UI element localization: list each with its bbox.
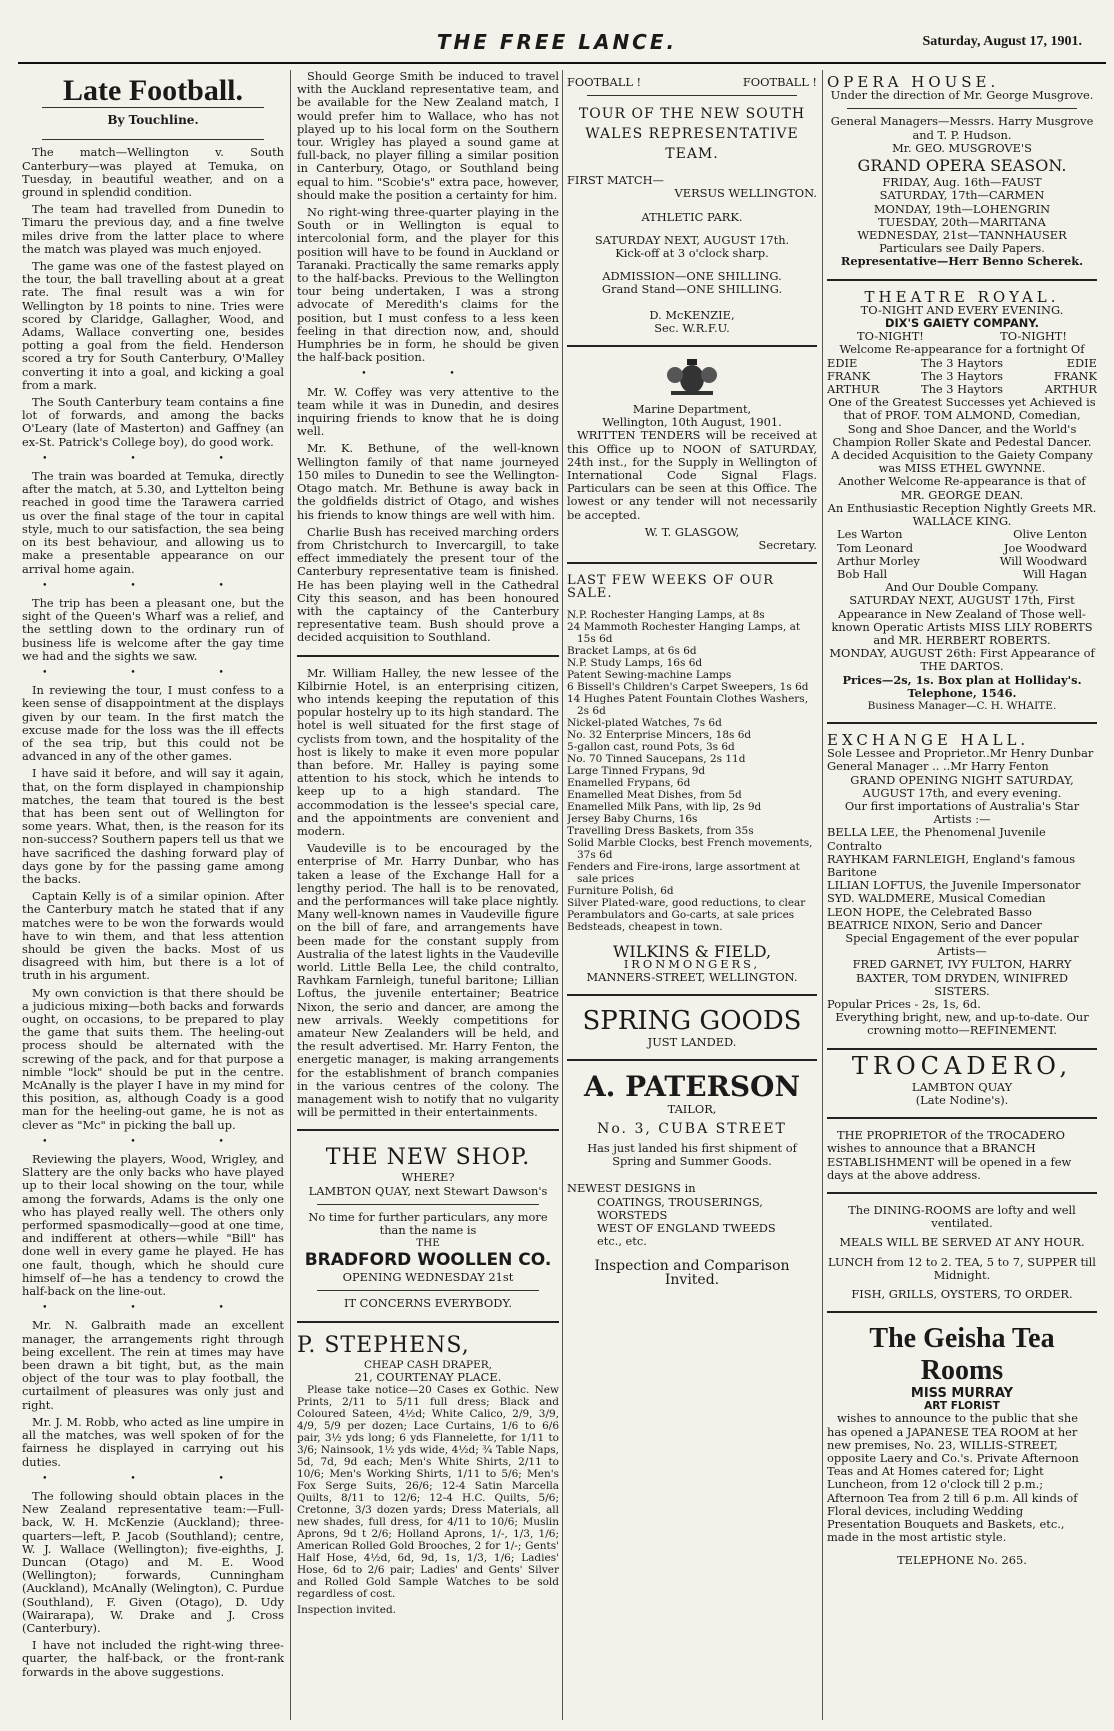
ad-line: The 3 Haytors	[920, 368, 1004, 383]
divider	[847, 108, 1077, 109]
list-item: Silver Plated-ware, good reductions, to clear	[567, 896, 806, 909]
paragraph: Should George Smith be induced to travel with the Auckland representative team, and be available for the New Zealand match, I would prefer him to Wallace, who has not played up to his local form on the Southern tour. Wrigley has played a sound game at full-back, no player filling a similar position in Canterbury, Otago, or Southland being equal to him. "Scobie's" extra pace, however, should make the position a certainty for him.	[297, 70, 559, 202]
ad-line: Popular Prices - 2s, 1s, 6d.	[827, 997, 981, 1011]
ad-line: Tom Leonard	[837, 540, 914, 555]
paragraph: The match—Wellington v. South Canterbury—was played at Temuka, on Tuesday, in beautiful weather, and on a ground in splendid condition.	[22, 145, 284, 200]
column-football	[22, 70, 284, 1720]
ad-line: Everything bright, new, and up-to-date. Our crowning motto—REFINEMENT.	[835, 1010, 1089, 1038]
ad-title: P. STEPHENS,	[297, 1332, 470, 1358]
paragraph: No right-wing three-quarter playing in the South or in Wellington is equal to intercolonial form, and the player for this position will have to be found in Auckland or Taranaki. Practically the same remarks apply to the half-backs. Previous to the Wellington tour being undertaken, I was a strong advocate of Meredith's claims for the position, but I must confess to a less keen feeling in that direction now, and, should Humphries be in form, he should be given the half-back position.	[297, 205, 559, 365]
ad-line: General Managers—Messrs. Harry Musgrove and T. P. Hudson.	[830, 114, 1094, 142]
ad-line: LILIAN LOFTUS, the Juvenile Impersonator	[827, 878, 1081, 893]
ad-football	[567, 76, 817, 335]
coat-of-arms-icon	[657, 357, 727, 397]
ad-line: Will Hagan	[1022, 566, 1087, 581]
ad-line: Arthur Morley	[837, 553, 920, 568]
ad-line: MONDAY, AUGUST 26th: First Appearance of THE DARTOS.	[829, 646, 1095, 674]
ad-line: GRAND OPENING NIGHT SATURDAY, AUGUST 17th, and every evening.	[850, 772, 1074, 800]
list-item: 14 Hughes Patent Fountain Clothes Washers, 2s 6d	[567, 692, 809, 717]
paragraph: The trip has been a pleasant one, but the sight of the Queen's Wharf was a relief, and the settling down to the ordinary run of business life is welcome after the gay time we had and the sights we saw.	[22, 595, 284, 663]
ad-line: FRANK	[827, 368, 871, 383]
ad-line: Business Manager—C. H. WHAITE.	[867, 699, 1057, 712]
paragraph: My own conviction is that there should be a judicious mixing—both backs and forwards ought, on occasions, to be prepared to play the game that suits them. The heeling-out process should be alternated with the screwing of the pack, and for that purpose a nimble "lock" should be put in the centre. McAnally is the player I have in my mind for this position, as, although Coady is a good man for the heeling-out game, he is not as clever as "Mc" in picking the ball up.	[22, 985, 284, 1132]
list-item: Nickel-plated Watches, 7s 6d	[567, 716, 722, 729]
ad-title: TROCADERO,	[851, 1051, 1073, 1080]
list-item: N.P. Rochester Hanging Lamps, at 8s	[567, 608, 765, 621]
ad-line: MISS MURRAY	[910, 1386, 1014, 1402]
ad-line: Will Woodward	[999, 553, 1087, 568]
article-heading: Late Football.	[63, 74, 243, 107]
ad-line: FRED GARNET, IVY FULTON, HARRY BAXTER, TOM DRYDEN, WINIFRED SISTERS.	[852, 957, 1072, 998]
newspaper-title: THE FREE LANCE.	[436, 30, 678, 54]
ad-line: FRANK	[1053, 368, 1097, 383]
list-item: Bracket Lamps, at 6s 6d	[567, 644, 697, 657]
ad-line: Wellington, 10th August, 1901.	[602, 415, 782, 430]
ad-line: ATHLETIC PARK.	[641, 209, 743, 224]
ad-body: wishes to announce to the public that she has opened a JAPANESE TEA ROOM at her new premises, No. 23, WILLIS-STREET, opposite Laery and Co.'s. Private Afternoon Teas and At Homes catered for; Light Luncheon, from 12 o'clock till 2 p.m.; Afternoon Tea from 2 till 6 p.m. All kinds of Floral devices, including Wedding Presentation Bouquets and Baskets, etc., made in the most artistic style.	[827, 1411, 1079, 1545]
section-stars: • •	[361, 369, 495, 380]
ad-line: Another Welcome Re-appearance is that of MR. GEORGE DEAN.	[838, 474, 1086, 502]
ad-line: Inspection and Comparison Invited.	[594, 1258, 790, 1288]
paragraph: Mr. K. Bethune, of the well-known Wellington family of that name journeyed 150 miles to Dunedin to see the Wellington-Otago match. Mr. Bethune is away back in the goldfields district of Otago, and wishes his friends to know things are well with him.	[297, 441, 559, 522]
ad-line: EDIE	[1066, 355, 1097, 370]
divider	[827, 1311, 1097, 1313]
ad-body: Please take notice—20 Cases ex Gothic. New Prints, 2/11 to 5/11 full dress; Black and Coloured Sateen, 4½d; White Calico, 2/9, 3/9, 4/9, 5/9 per dozen; Lace Curtains, 1/6 to 6/6 pair, 3½ yds long; 6 yds Flannelette, for 1/11 to 3/6; Nainsook, 1½ yds wide, 4½d; ¾ Table Naps, 5d, 7d, 9d each; Men's White Shirts, 2/11 to 10/6; Men's Working Shirts, 1/11 to 5/6; Men's Fox Serge Suits, 26/6; 12-4 Satin Marcella Quilts, 8/11 to 12/6; 12-4 H.C. Quilts, 5/6; Cretonne, 3/3 dozen yards; Dress Materials, all new shades, full dress, for 4/11 to 10/6; Muslin Aprons, 9d t 2/6; Holland Aprons, 1/-, 1/3, 1/6; American Rolled Gold Brooches, 2 for 1/-; Gents' Half Hose, 4½d, 6d, 9d, 1s, 1/3, 1/6; Ladies' Hose, 6d to 2/6 pair; Ladies' and Gents' Silver and Rolled Gold Sample Watches to be sold regardless of cost.	[297, 1383, 559, 1600]
ad-line: LAMBTON QUAY, next Stewart Dawson's	[308, 1183, 548, 1198]
divider	[297, 655, 559, 657]
ad-line: SATURDAY, 17th—CARMEN	[879, 188, 1045, 203]
ad-line: FOOTBALL !	[567, 75, 642, 89]
paragraph: The following should obtain places in the New Zealand representative team:—Full-back, W. H. McKenzie (Auckland); three-quarters—left, P. Jacob (Southland); centre, W. J. Wallace (Wellington); five-eighths, J. Duncan (Otago) and M. E. Wood (Wellington); forwards, Cunningham (Auckland), McAnally (Welington), C. Purdue (Southland), F. Given (Otago), D. Udy (Wairarapa), W. Drake and J. Cross (Canterbury).	[22, 1488, 284, 1635]
ad-line: Inspection invited.	[297, 1603, 397, 1616]
ad-name: BRADFORD WOOLLEN CO.	[304, 1250, 552, 1271]
paragraph: Mr. J. M. Robb, who acted as line umpire in all the matches, was well spoken of for the fairness he displayed in carrying out his duties.	[22, 1414, 284, 1469]
ad-line: Joe Woodward	[1003, 540, 1087, 555]
ad-line: W. T. GLASGOW,	[644, 524, 740, 539]
ad-line: BEATRICE NIXON, Serio and Dancer	[827, 917, 1042, 932]
list-item: Large Tinned Frypans, 9d	[567, 764, 706, 777]
paragraph: In reviewing the tour, I must confess to a keen sense of disappointment at the displays given by our team. In the first match the excuse made for the loss was the ill effects of the sea trip, but this could not be advanced in any of the other games.	[22, 683, 284, 764]
divider	[567, 1059, 817, 1061]
table-row	[827, 357, 1097, 370]
ad-title: SPRING GOODS	[582, 1006, 802, 1037]
ad-line: DIX'S GAIETY COMPANY.	[884, 316, 1040, 331]
paragraph: Reviewing the players, Wood, Wrigley, and Slattery are the only backs who have played up to their local showing on the tour, while among the forwards, Adams is the only one who has played really well. The others only performed spasmodically—good at one time, and indifferent at others—while "Bill" has done well in every game he played. He has one fault, though, which he should cure himself of—he has a tendency to crowd the half-back on the line-out.	[22, 1152, 284, 1299]
ad-line: Sec. W.R.F.U.	[654, 320, 730, 335]
ad-line: LAMBTON QUAY	[911, 1079, 1013, 1094]
ad-line: EDIE	[827, 355, 858, 370]
list-item: N.P. Study Lamps, 16s 6d	[567, 656, 703, 669]
ad-line: No time for further particulars, any more than the name is	[308, 1209, 548, 1238]
paragraph: Captain Kelly is of a similar opinion. After the Canterbury match he stated that if any matches were to be won the forwards would have to win them, and that less attention should be given the backs. Most of us disagreed with him, but there is a lot of truth in his argument.	[22, 889, 284, 983]
ad-line: No. 3, CUBA STREET	[597, 1120, 787, 1137]
byline: By Touchline.	[107, 113, 199, 128]
ad-line: The 3 Haytors	[920, 382, 1004, 397]
ad-line: One of the Greatest Successes yet Achieved is that of PROF. TOM ALMOND, Comedian, Song and Shoe Dancer, and the World's Champion Roller Skate and Pedestal Dancer.	[828, 395, 1096, 449]
divider	[827, 1117, 1097, 1119]
list-item: No. 70 Tinned Saucepans, 2s 11d	[567, 752, 746, 765]
ad-line: TO-NIGHT!	[857, 329, 924, 344]
ad-title: TOUR OF THE NEW SOUTH WALES REPRESENTATIVE TEAM.	[578, 106, 806, 163]
ad-title: The Geisha Tea Rooms	[869, 1323, 1055, 1387]
ad-line: 21, COURTENAY PLACE.	[354, 1369, 502, 1384]
list-item: Solid Marble Clocks, best French movements, 37s 6d	[567, 836, 813, 861]
ad-line: ARTHUR	[827, 382, 880, 397]
ad-line: And Our Double Company.	[885, 580, 1039, 595]
section-stars: • • •	[42, 1473, 264, 1484]
ad-line: The 3 Haytors	[920, 355, 1004, 370]
divider	[827, 1192, 1097, 1194]
masthead	[12, 30, 1102, 56]
ad-line: WEDNESDAY, 21st—TANNHAUSER	[857, 228, 1067, 243]
ad-line: MANNERS-STREET, WELLINGTON.	[586, 970, 798, 985]
section-stars: • • •	[42, 1136, 264, 1147]
list-item: Patent Sewing-machine Lamps	[567, 668, 732, 681]
ad-line: LUNCH from 12 to 2. TEA, 5 to 7, SUPPER till Midnight.	[828, 1254, 1096, 1282]
paragraph: Charlie Bush has received marching orders from Christchurch to Invercargill, to take effect immediately the present tour of the Canterbury representative team is finished. He has been playing well in the Cathedral City this season, and has been honoured with the captaincy of the Canterbury representative team. Bush should prove a decided acquisition to Southland.	[297, 524, 559, 645]
paragraph: Mr. William Halley, the new lessee of the Kilbirnie Hotel, is an enterprising citizen, who intends keeping the reputation of this popular hostelry up to its high standard. The hotel is well situated for the first stage of cyclists from town, and the hospitality of the host is likely to make it even more popular than before. Mr. Halley is paying some attention to his stock, which he intends to keep up to a high standard. The accommodation is the lessee's special care, and the appointments are convenient and modern.	[297, 665, 559, 838]
ad-line: A decided Acquisition to the Gaiety Company was MISS ETHEL GWYNNE.	[831, 448, 1093, 476]
ad-line: OPENING WEDNESDAY 21st	[342, 1270, 514, 1285]
ad-new-shop	[297, 1145, 559, 1310]
section-stars: • • •	[42, 453, 264, 464]
list-item: Enamelled Frypans, 6d	[567, 776, 691, 789]
ad-opera-house	[827, 73, 1097, 269]
divider	[567, 562, 817, 564]
ad-line: Representative—Herr Benno Scherek.	[840, 254, 1084, 269]
ad-line: LEON HOPE, the Celebrated Basso	[827, 904, 1032, 919]
ad-theatre-royal	[827, 287, 1097, 712]
ad-head	[567, 76, 817, 89]
ad-sale	[567, 574, 817, 932]
ad-line: Mr. GEO. MUSGROVE'S	[892, 140, 1032, 155]
ad-geisha-tea-rooms	[827, 1323, 1097, 1567]
ad-line: WORSTEDS	[597, 1207, 668, 1222]
ad-line: Marine Department,	[632, 402, 752, 417]
column-notes	[297, 70, 559, 1720]
paragraph: I have said it before, and will say it again, that, on the form displayed in championship matches, the team that toured is the best that has been sent out of Wellington for some years. What, then, is the reason for its non-success? Southern papers tell us that we have sacrificed the dashing forward play of days gone by for the passing game among the backs.	[22, 766, 284, 886]
ad-line: MEALS WILL BE SERVED AT ANY HOUR.	[839, 1235, 1085, 1250]
ad-line: ART FLORIST	[924, 1400, 1000, 1413]
ad-line: An Enthusiastic Reception Nightly Greets MR. WALLACE KING.	[827, 500, 1097, 529]
list-item: Enamelled Milk Pans, with lip, 2s 9d	[567, 800, 762, 813]
divider	[567, 345, 817, 347]
list-item: Fenders and Fire-irons, large assortment at sale prices	[567, 860, 800, 885]
ad-line: FOOTBALL !	[742, 75, 817, 89]
ad-line: Secretary.	[758, 538, 817, 553]
paragraph: Mr. W. Coffey was very attentive to the team while it was in Dunedin, and desires inquiring friends to know that he is doing well.	[297, 384, 559, 439]
ad-line: ARTHUR	[1044, 382, 1097, 397]
ad-line: VERSUS WELLINGTON.	[674, 186, 817, 201]
ad-line: Olive Lenton	[1013, 527, 1087, 542]
list-item: 6 Bissell's Children's Carpet Sweepers, 1s 6d	[567, 680, 809, 693]
list-item: 24 Mammoth Rochester Hanging Lamps, at 15s 6d	[567, 620, 801, 645]
paragraph: The train was boarded at Temuka, directly after the match, at 5.30, and Lyttelton being reached in good time the Tarawera carried us over the final stage of the tour in capital style, much to our satisfaction, the sea being on its best behaviour, and allowing us to make a presentable appearance on our arrival home again.	[22, 469, 284, 576]
table-row	[827, 555, 1097, 568]
ad-title: WILKINS & FIELD,	[612, 941, 772, 961]
ad-trocadero	[827, 1051, 1097, 1302]
column-divider	[822, 70, 823, 1720]
ad-line: GRAND OPERA SEASON.	[857, 156, 1067, 176]
ad-line: BELLA LEE, the Phenomenal Juvenile Contralto	[827, 825, 1046, 853]
ad-line: MONDAY, 19th—LOHENGRIN	[873, 201, 1051, 216]
ad-line: RAYHKAM FARNLEIGH, England's famous Baritone	[827, 851, 1076, 879]
list-item: Perambulators and Go-carts, at sale prices	[567, 908, 795, 921]
list-item: No. 32 Enterprise Mincers, 18s 6d	[567, 728, 752, 741]
divider	[827, 279, 1097, 281]
ad-line: FRIDAY, Aug. 16th—FAUST	[882, 175, 1042, 190]
ad-name: A. PATERSON	[583, 1070, 801, 1104]
ad-body: WRITTEN TENDERS will be received at this Office up to NOON of SATURDAY, 24th inst., for the Supply in Wellington of International Code Signal Flags. Particulars can be seen at this Office. The lowest or any tender will not necessarily be accepted.	[567, 428, 817, 522]
ad-line: THE	[416, 1237, 440, 1250]
ad-body: THE PROPRIETOR of the TROCADERO wishes to announce that a BRANCH ESTABLISHMENT will be opened in a few days at the above address.	[827, 1128, 1072, 1182]
ad-line: Particulars see Daily Papers.	[879, 241, 1045, 256]
ad-title: THE NEW SHOP.	[325, 1145, 531, 1171]
section-stars: • • •	[42, 1303, 264, 1314]
divider	[42, 107, 264, 108]
column-ads-middle	[567, 70, 817, 1720]
ad-line: (Late Nodine's).	[915, 1093, 1009, 1108]
list-item: 5-gallon cast, round Pots, 3s 6d	[567, 740, 735, 753]
divider	[567, 994, 817, 996]
ad-line: etc., etc.	[597, 1234, 647, 1249]
ad-line: TO-NIGHT AND EVERY EVENING.	[860, 302, 1064, 317]
ad-line: IT CONCERNS EVERYBODY.	[343, 1296, 513, 1311]
ad-line: FIRST MATCH—	[567, 173, 664, 188]
list-item: Enamelled Meat Dishes, from 5d	[567, 788, 742, 801]
ad-stephens	[297, 1333, 559, 1616]
list-item: Furniture Polish, 6d	[567, 884, 674, 897]
ad-title: EXCHANGE HALL.	[827, 730, 1030, 749]
ad-line: WEST OF ENGLAND TWEEDS	[597, 1220, 776, 1235]
ad-line: TAILOR,	[667, 1102, 717, 1117]
ad-line: Our first importations of Australia's Star Artists :—	[844, 798, 1080, 827]
ad-exchange-hall	[827, 730, 1097, 1038]
masthead-rule	[18, 62, 1106, 64]
divider	[827, 1048, 1097, 1050]
ad-line: Under the direction of Mr. George Musgrove.	[830, 88, 1094, 103]
ad-line: SATURDAY NEXT, AUGUST 17th, First Appearance in New Zealand of Those well-known Operatic Artists MISS LILY ROBERTS and MR. HERBERT ROBERTS.	[831, 593, 1093, 647]
divider	[317, 1290, 539, 1291]
list-item: Bedsteads, cheapest in town.	[567, 920, 723, 933]
section-stars: • • •	[42, 667, 264, 678]
ad-line: NEWEST DESIGNS in	[567, 1181, 696, 1196]
ad-title: OPERA HOUSE.	[827, 73, 1000, 91]
ad-line: SATURDAY NEXT, AUGUST 17th.	[594, 232, 790, 247]
ad-line: Special Engagement of the ever popular Artists—	[845, 930, 1079, 959]
ad-line: Les Warton	[837, 527, 903, 542]
ad-line: Grand Stand—ONE SHILLING.	[601, 282, 783, 297]
list-item: Travelling Dress Baskets, from 35s	[567, 824, 754, 837]
table-row	[827, 528, 1097, 541]
ad-line: The DINING-ROOMS are lofty and well ventilated.	[848, 1203, 1076, 1231]
paragraph: The team had travelled from Dunedin to Timaru the previous day, and a fine twelve miles drive from the latter place to where the match was played was much enjoyed.	[22, 202, 284, 256]
divider	[297, 1321, 559, 1323]
ad-line: WHERE?	[401, 1170, 455, 1185]
ad-line: COATINGS, TROUSERINGS,	[597, 1194, 763, 1209]
ad-line: Bob Hall	[837, 566, 888, 581]
ad-line: General Manager .. ..Mr Harry Fenton	[827, 759, 1049, 774]
divider	[587, 95, 797, 96]
table-row	[827, 542, 1097, 555]
ad-line: Welcome Re-appearance for a fortnight Of	[839, 342, 1085, 357]
list-item: Jersey Baby Churns, 16s	[567, 812, 698, 825]
ad-marine	[567, 357, 817, 552]
ad-line: FISH, GRILLS, OYSTERS, TO ORDER.	[851, 1287, 1073, 1302]
ad-line: TUESDAY, 20th—MARITANA	[878, 214, 1046, 229]
ad-line: CHEAP CASH DRAPER,	[363, 1358, 493, 1371]
divider	[297, 1129, 559, 1131]
ad-line: IRONMONGERS,	[623, 956, 761, 971]
section-stars: • • •	[42, 580, 264, 591]
ad-line: SYD. WALDMERE, Musical Comedian	[827, 891, 1046, 906]
ad-title: LAST FEW WEEKS OF OUR SALE.	[567, 573, 775, 602]
paragraph: Mr. N. Galbraith made an excellent manager, the arrangements right through being excellent. The rein at times may have been drawn a bit tight, but, as the main object of the tour was to play football, the curtailment of pleasures was only just and right.	[22, 1318, 284, 1412]
sale-list	[567, 609, 817, 933]
ad-line: Kick-off at 3 o'clock sharp.	[615, 246, 769, 261]
ad-line: Has just landed his first shipment of Spring and Summer Goods.	[587, 1140, 797, 1169]
ad-line: ADMISSION—ONE SHILLING.	[602, 269, 782, 284]
ad-line: D. McKENZIE,	[649, 307, 735, 322]
ad-line: Prices—2s, 1s. Box plan at Holliday's. Telephone, 1546.	[842, 672, 1082, 700]
ad-title: THEATRE ROYAL.	[864, 287, 1060, 306]
issue-date: Saturday, August 17, 1901.	[922, 34, 1082, 49]
ad-line: TO-NIGHT!	[1000, 329, 1067, 344]
paragraph: I have not included the right-wing three-quarter, the half-back, or the front-rank forwards in the above suggestions.	[22, 1638, 284, 1679]
paragraph: The game was one of the fastest played on the tour, the ball travelling about at a great rate. The final result was a win for Wellington by 18 points to nine. Tries were scored by Claridge, Gallagher, Wood, and Adams, Wallace converting one, besides potting a goal from the field. Henderson scored a try for South Canterbury, O'Malley converting it into a goal, and kicking a goal from a mark.	[22, 259, 284, 392]
column-divider	[562, 70, 563, 1720]
ad-wilkins	[567, 941, 817, 985]
paragraph: Vaudeville is to be encouraged by the enterprise of Mr. Harry Dunbar, who has taken a lease of the Exchange Hall for a lengthy period. The hall is to be renovated, and the performances will take place nightly. Many well-known names in Vaudeville figure on the bill of fare, and arrangements have been made for the constant supply from Australia of the latest lights in the Vaudeville world. Little Bella Lee, the child contralto, Ravhkam Farnleigh, tuneful baritone; Lillian Loftus, the juvenile entertainer; Beatrice Nixon, the serio and dancer, are among the new arrivals. Weekly competitions for amateur New Zealanders will be held, and the result advertised. Mr. Harry Fenton, the energetic manager, is making arrangements for the establishment of branch companies in the various centres of the colony. The management wish to notify that no vulgarity will be permitted in their entertainments.	[297, 841, 559, 1120]
divider	[42, 139, 264, 140]
divider	[827, 722, 1097, 724]
column-divider	[290, 70, 291, 1720]
ad-line: TELEPHONE No. 265.	[897, 1553, 1027, 1568]
column-ads-right	[827, 70, 1097, 1720]
divider	[317, 1204, 539, 1205]
ad-line: JUST LANDED.	[647, 1035, 737, 1050]
ad-line: Sole Lessee and Proprietor..Mr Henry Dunbar	[827, 746, 1094, 761]
paragraph: The South Canterbury team contains a fine lot of forwards, and among the backs O'Leary (late of Masterton) and Gaffney (an ex-St. Patrick's College boy), do good work.	[22, 395, 284, 449]
ad-paterson	[567, 1006, 817, 1286]
